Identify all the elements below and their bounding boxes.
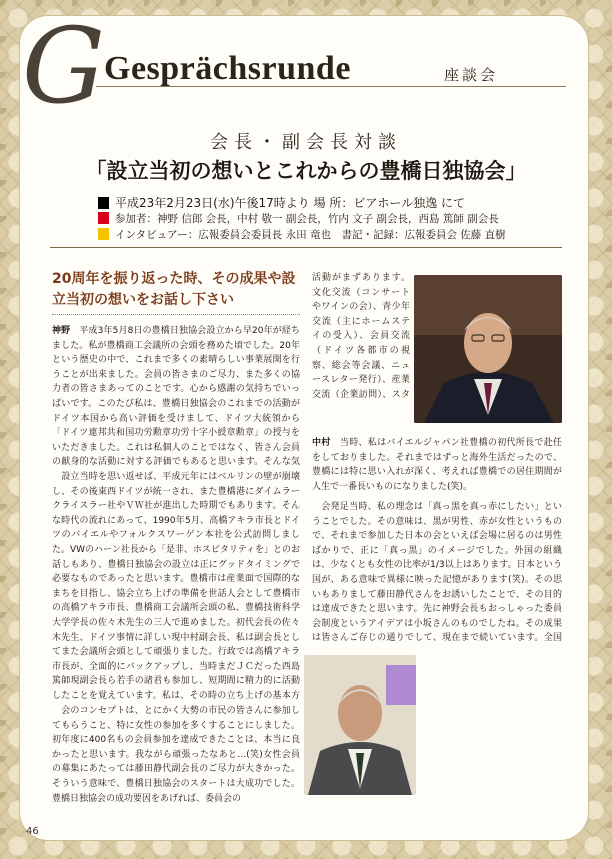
headline: 「設立当初の想いとこれからの豊橋日独協会」 (85, 159, 527, 183)
info-interviewer-text: インタビュアー：広報委員会委員長 永田 竜也 書記・記録：広報委員会 佐藤 直樹 (115, 229, 506, 241)
paragraph-right-cont (312, 402, 562, 432)
flag-gold-square (98, 228, 109, 240)
portrait-nakamura-illustration (304, 655, 416, 795)
flag-black-square (98, 197, 109, 209)
page-number: 46 (26, 826, 39, 837)
section-title-ja: 座談会 (444, 66, 499, 84)
title-underline (96, 86, 566, 87)
paragraph-kanno-1 (52, 324, 300, 470)
paragraph-nakamura-2: 会発足当時、私の理念は「真っ黒を真っ赤にしたい」ということでした。その意味は、黒が男性、赤が女性というもので、それまで参加した日本の会といえば会場に居るのは男性ばかりで、正に「真っ黒」のイメージでした。外国の組織は、少なくとも女性の比率が1/3以上はあります。日本という国が、ある意味で異様に映った記憶があります(笑)。その思いもありまして藤田静代さんをお誘いしたことで、その目的は達成できたと思います。先に神野会長もおっしゃった委員会制度というアイデアは小坂さんのものでしたね。その成果は皆さんご存じの通りでして、現在まで続いています。全国 (312, 502, 562, 644)
speaker-nakamura: 中村 (312, 438, 331, 448)
kicker: 会長・副会長対談 (210, 132, 402, 153)
info-participants (98, 212, 499, 226)
paragraph-right-top: 活動がまずあります。文化交流（コンサートやワインの会）、青少年交流（主にホームステイの受入）、会員交流（ドイツ各都市の視察、総会等会議、ニュースレター発行）、産業交流（企業訪問）、スタ (312, 273, 410, 400)
flag-red-square (98, 212, 109, 224)
portrait-kanno-illustration (414, 275, 562, 423)
paragraph-kanno-2: 設立当時を思い返せば、平成元年にはベルリンの壁が崩壊し、その後東西ドイツが統一され、また豊橋港にダイムラークライスラー社やＶＷ社が進出した時期でもあります。そんな時代の流れにあって、1990年5月、高橋アキラ市長とドイツのバイエルやフォルクスワーゲン本社を公式訪問しました。VWのハーン社長から「是非、ホスピタリティを」とのお話しもあり、豊橋日独協会の設立は正にグッドタイミングで必要なものであったと思います。豊橋市は産業面で国際的なまちを目指し、協会立ち上げの準備を世話人会として豊橋市の高橋アキラ市長、豊橋商工会議所会頭の私、豊橋技術科学大学学長の佐々木先生の三人で進めました。初代会長の佐々木先生、ドイツ事情に詳しい現中村副会長、私は副会長としてまた会議所会頭として頑張りました。行政では高橋アキラ市長が、全面的にバックアップし、当時まだＪＣだった西島篤師現副会長ら若手の諸君も参加し、短期間に精力的に活動したことを覚えています。私は、その時の立ち上げの基本方 (52, 472, 300, 701)
paragraph-nakamura-1 (312, 436, 562, 496)
section-title: Gesprächsrunde (104, 50, 351, 87)
paragraph-kanno-3: 会のコンセプトは、とにかく大勢の市民の皆さんに参加してもらうこと、特に女性の参加を多くすることにしました。初年度に400名もの会員参加を達成できたことは、本当に良かったと思います。我ながら頑張ったなあと…(笑)女性会員の募集にあたっては藤田静代副会長のご尽力が大きかった。そういう意味で、豊橋日独協会のスタートは大成功でした。豊橋日独協会の成功要因をあげれば、委員会の (52, 706, 300, 804)
info-date-place (98, 196, 465, 210)
paragraph-nakamura-2-cont (424, 650, 562, 796)
initial-g-ornament: G (22, 5, 106, 127)
header-divider (50, 247, 562, 248)
info-participants-text: 参加者：神野 信郎 会長，中村 敬一 副会長，竹内 文子 副会長，西島 篤師 副会長 (115, 213, 499, 225)
photo-kanno-portrait (414, 275, 562, 423)
info-date-place-text: 平成23年2月23日(水)午後17時より 場 所：ビアホール独逸 にて (115, 196, 466, 210)
photo-nakamura-portrait (304, 655, 416, 795)
lede-divider (52, 314, 300, 315)
speaker-kanno: 神野 (52, 326, 71, 336)
info-interviewer (98, 228, 506, 242)
paragraph-nakamura-1-text: 当時、私はバイエルジャパン社豊橋の初代所長で赴任をしておりました。それまではずっと海外生活だったので、豊橋には特に思い入れが深く、考えれば豊橋での居住期間が人生で一番長いものになりました(笑)。 (312, 438, 562, 492)
paragraph-kanno-1-text: 平成3年5月8日の豊橋日独協会設立から早20年が経ちました。私が豊橋商工会議所の会頭を務めた頃でした。20年という歴史の中で、これまで多くの素晴らしい事業展開を行うことが出来ました。会員の皆さまのご尽力、また多くの協力者の皆さまあってのことです。心から感謝の気持ちでいっぱいです。このたび私は、豊橋日独協会のこれまでの活動がドイツ本国から高い評価を受けまして、ドイツ大統領から「ドイツ連邦共和国功労勲章功労十字小綬章勲章」の授与をいただきました。これは私個人のことではなく、皆さん会員の献身的な活動に対する評価でもあると思います。そんな気 (52, 326, 300, 468)
lede-question: 20周年を振り返った時、その成果や設立当初の想いをお話し下さい (52, 271, 296, 308)
